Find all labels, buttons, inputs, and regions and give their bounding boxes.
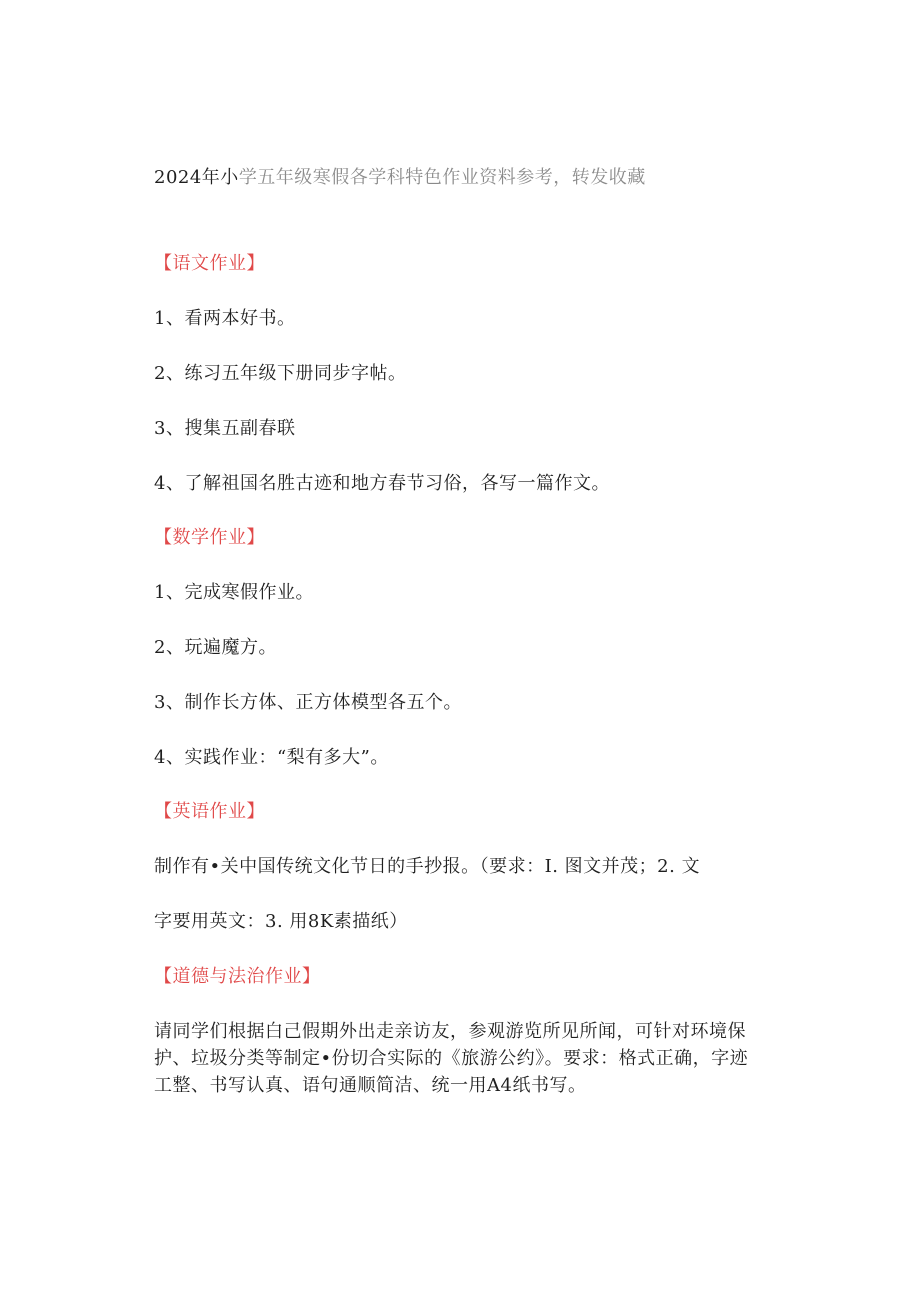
chinese-item-3: 3、搜集五副春联 <box>154 418 296 439</box>
english-text-line-1: 制作有•关中国传统文化节日的手抄报。（要求：I. 图文并茂；2. 文 <box>154 856 701 877</box>
math-item-2: 2、玩遍魔方。 <box>154 637 277 658</box>
document-title <box>154 166 646 190</box>
english-text-line-2: 字要用英文：3. 用8K素描纸） <box>154 911 408 932</box>
chinese-item-4: 4、了解祖国名胜古迹和地方春节习俗，各写一篇作文。 <box>154 473 610 494</box>
morality-paragraph: 请同学们根据白己假期外出走亲访友，参观游览所见所闻，可针对环境保护、垃圾分类等制定•份切合实际的《旅游公约》。要求：格式正确，字迹工整、书写认真、语句通顺简洁、统一用A4纸书写。 <box>154 1021 749 1096</box>
title-part-1: 2024年小 <box>154 167 239 188</box>
chinese-item-1: 1、看两本好书。 <box>154 308 296 329</box>
chinese-heading: 【语文作业】 <box>154 253 265 274</box>
math-item-4: 4、实践作业：“梨有多大”。 <box>154 747 389 768</box>
math-heading: 【数学作业】 <box>154 527 265 548</box>
math-item-1: 1、完成寒假作业。 <box>154 582 314 603</box>
math-item-3: 3、制作长方体、正方体模型各五个。 <box>154 692 462 713</box>
morality-heading: 【道德与法治作业】 <box>154 966 321 987</box>
english-heading: 【英语作业】 <box>154 801 265 822</box>
chinese-item-2: 2、练习五年级下册同步字帖。 <box>154 363 407 384</box>
title-part-2: 学五年级寒假各学科特色作业资料参考，转发收藏 <box>238 167 646 188</box>
